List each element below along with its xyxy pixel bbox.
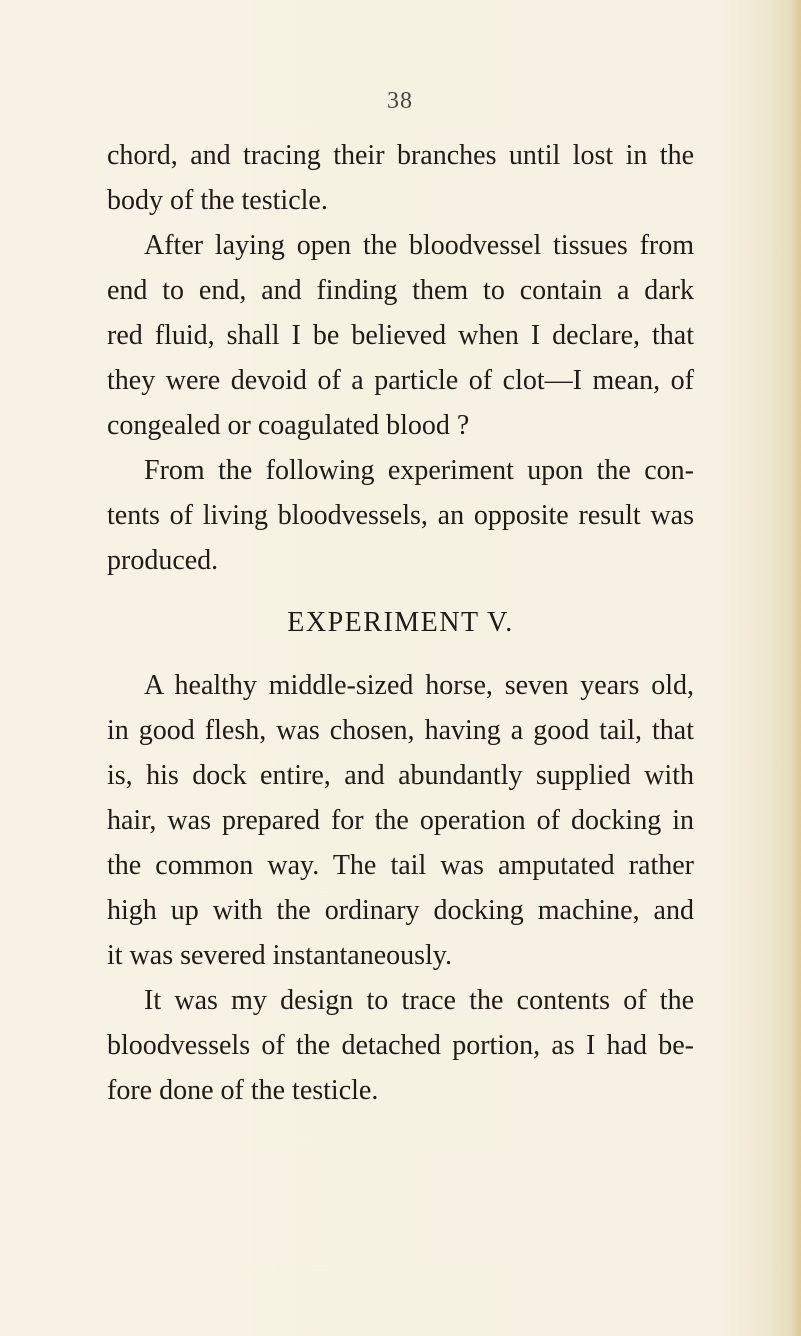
text-line: congealed or coagulated blood ? — [107, 410, 470, 441]
section-heading: EXPERIMENT V. — [287, 607, 514, 638]
page-number: 38 — [387, 88, 413, 114]
text-line: After laying open the bloodvessel tissues from — [144, 230, 694, 261]
page-edge-shadow — [791, 0, 801, 1336]
text-line: they were devoid of a particle of clot—I mean, of — [107, 365, 694, 396]
text-line: red fluid, shall I be believed when I declare, that — [107, 320, 694, 351]
text-line: It was my design to trace the contents of the — [144, 985, 694, 1016]
text-line: body of the testicle. — [107, 185, 328, 216]
text-line: fore done of the testicle. — [107, 1075, 379, 1106]
text-line: From the following experiment upon the con- — [144, 455, 694, 486]
text-line: end to end, and finding them to contain a dark — [107, 275, 694, 306]
text-line: tents of living bloodvessels, an opposite result was — [107, 500, 694, 531]
text-line: bloodvessels of the detached portion, as I had be- — [107, 1030, 694, 1061]
text-line: the common way. The tail was amputated rather — [107, 850, 694, 881]
text-line: it was severed instantaneously. — [107, 940, 452, 971]
text-line: A healthy middle-sized horse, seven years old, — [144, 670, 694, 701]
text-line: produced. — [107, 545, 219, 576]
text-line: in good flesh, was chosen, having a good tail, that — [107, 715, 694, 746]
text-line: is, his dock entire, and abundantly supplied with — [107, 760, 694, 791]
text-line: hair, was prepared for the operation of docking in — [107, 805, 694, 836]
text-line: chord, and tracing their branches until lost in the — [107, 140, 694, 171]
text-line: high up with the ordinary docking machine, and — [107, 895, 694, 926]
